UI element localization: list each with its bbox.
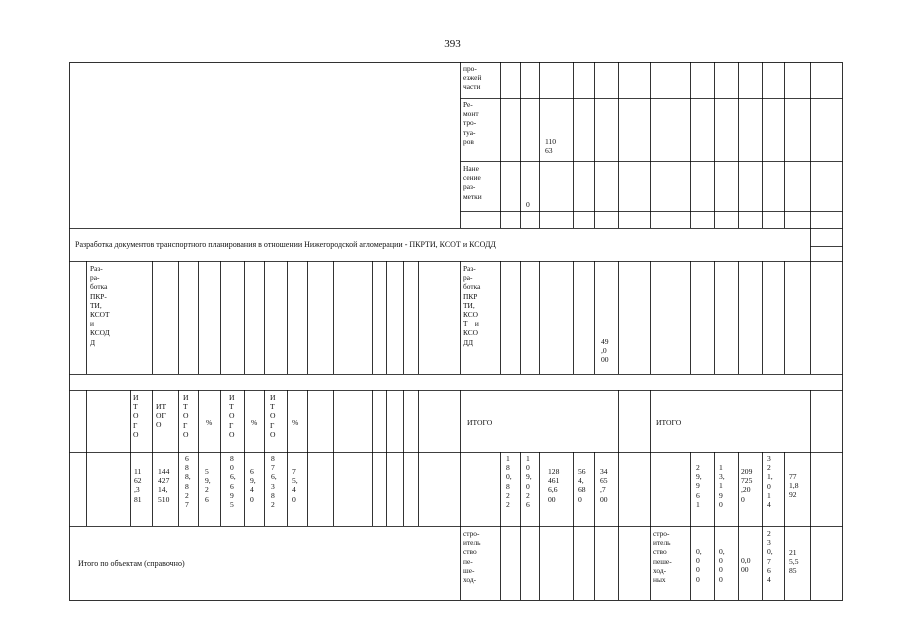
- marking-label: Нане сение раз- метки: [463, 164, 482, 201]
- objects-value-1: 0, 0 0 0: [696, 547, 702, 584]
- total-value-3: 6 8 8, 8 2 7: [185, 454, 191, 510]
- total-value-5: 8 0 6, 6 9 5: [230, 454, 236, 510]
- objects-mid-label: стро- итель ство пе- ше- ход-: [463, 529, 481, 585]
- right-value-1: 2 9, 9 6 1: [696, 463, 702, 509]
- sidewalk-label: Ре- монт тро- туа- ров: [463, 100, 479, 146]
- mid-value-3: 128 461 6,6 00: [548, 467, 560, 504]
- dev-value: 49 ,0 00: [601, 337, 609, 365]
- total-value-1: 11 62 ,3 81: [134, 467, 142, 504]
- mid-value-1: 1 8 0, 8 2 2: [506, 454, 512, 510]
- objects-right-label: стро- итель ство пеше- ход- ных: [653, 529, 672, 585]
- itogo-header-2: ИТ ОГ О: [156, 402, 167, 430]
- percent-header-1: %: [206, 418, 213, 427]
- right-value-2: 1 3, 1 9 0: [719, 463, 725, 509]
- marking-value: 0: [526, 200, 530, 209]
- right-value-5: 77 1,8 92: [789, 472, 799, 500]
- page-number: 393: [444, 38, 461, 50]
- total-value-8: 7 5, 4 0: [292, 467, 298, 504]
- itogo-mid: ИТОГО: [467, 418, 493, 427]
- mid-value-5: 34 65 ,7 00: [600, 467, 608, 504]
- objects-value-4: 2 3 0, 7 6 4: [767, 529, 773, 585]
- percent-header-3: %: [292, 418, 299, 427]
- itogo-header-1: И Т О Г О: [133, 393, 139, 439]
- total-value-7: 8 7 6, 3 8 2: [271, 454, 277, 510]
- percent-header-2: %: [251, 418, 258, 427]
- objects-value-3: 0,0 00: [741, 556, 751, 575]
- total-value-6: 6 9, 4 0: [250, 467, 256, 504]
- dev-left-label: Раз- ра- ботка ПКР- ТИ, КСОТ и КСОД Д: [90, 264, 110, 347]
- itogo-header-4: И Т О Г О: [229, 393, 235, 439]
- mid-value-2: 1 0 9, 0 2 6: [526, 454, 532, 510]
- itogo-header-3: И Т О Г О: [183, 393, 189, 439]
- mid-value-4: 56 4, 68 0: [578, 467, 586, 504]
- sidewalk-value: 110 63: [545, 137, 557, 156]
- right-value-3: 209 725 ,20 0: [741, 467, 753, 504]
- total-value-2: 144 427 14, 510: [158, 467, 170, 504]
- total-value-4: 5 9, 2 6: [205, 467, 211, 504]
- road-label: про- езжей части: [463, 64, 482, 92]
- objects-total-label: Итого по объектам (справочно): [78, 559, 185, 568]
- itogo-header-5: И Т О Г О: [270, 393, 276, 439]
- section-title: Разработка документов транспортного планирования в отношении Нижегородской агломерации - ПКРТИ, КСОТ и КСОДД: [75, 240, 496, 249]
- itogo-right: ИТОГО: [656, 418, 682, 427]
- dev-right-label: Раз- ра- ботка ПКР ТИ, КСО Т и КСО ДД: [463, 264, 481, 347]
- objects-value-5: 21 5,5 85: [789, 548, 799, 576]
- objects-value-2: 0, 0 0 0: [719, 547, 725, 584]
- right-value-4: 3 2 1, 0 1 4: [767, 454, 773, 510]
